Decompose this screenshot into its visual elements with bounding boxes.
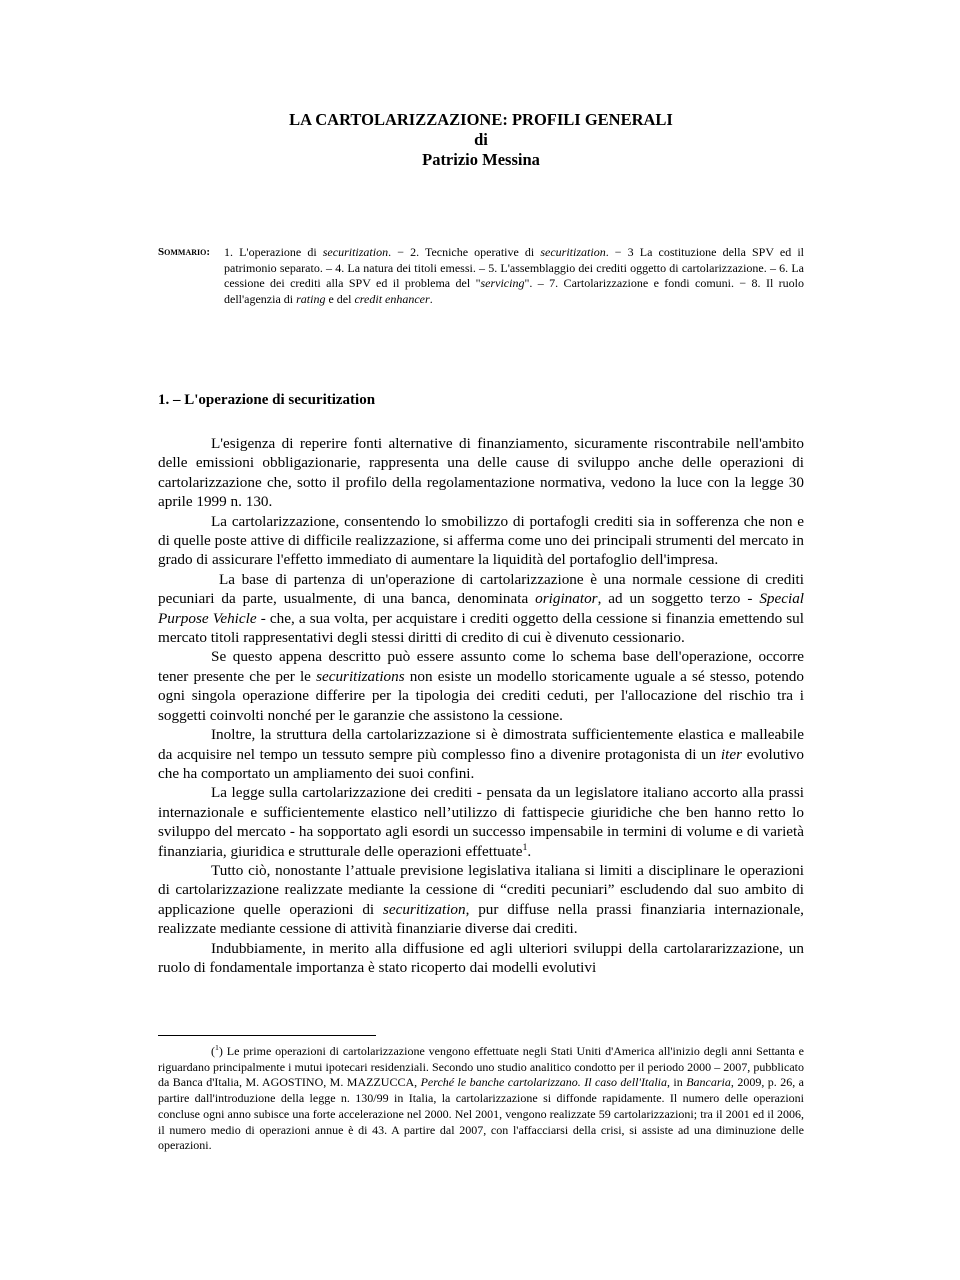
title-main: LA CARTOLARIZZAZIONE: PROFILI GENERALI [289, 110, 673, 129]
paragraph-4: Se questo appena descritto può essere assunto come lo schema base dell'operazione, occorre tener presente che per le securitizations non esiste un modello storicamente uguale a sé stesso, potendo ogni singola operazione differire per la tipologia dei crediti ceduti, per l'allocazione del rischio tra i soggetti coinvolti nonché per le garanzie che assistono la cessione. [158, 648, 804, 724]
footnote-ref[interactable]: 1 [522, 841, 528, 853]
summary-text: 1. L'operazione di securitization. − 2. Tecniche operative di securitization. − 3 La costituzione della SPV ed il patrimonio separato. – 4. La natura dei titoli emessi. – 5. L'assemblaggio dei crediti oggetto di cartolarizzazione. – 6. La cessione dei crediti alla SPV ed il problema del "servicing". – 7. Cartolarizzazione e fondi comuni. − 8. Il ruolo dell'agenzia di rating e del credit enhancer. [224, 245, 804, 306]
summary-label: Sommario: [158, 246, 210, 258]
summary-block [158, 245, 804, 307]
section-heading: 1. – L'operazione di securitization [158, 392, 376, 408]
title-di: di [474, 130, 488, 149]
paragraph-8: Indubbiamente, in merito alla diffusione ed agli ulteriori sviluppi della cartolararizzazione, un ruolo di fondamentale importanza è stato ricoperto dai modelli evolutivi [158, 939, 804, 976]
paragraph-6: La legge sulla cartolarizzazione dei crediti - pensata da un legislatore italiano accorto alla prassi internazionale e sufficientemente elastico nell’utilizzo di fattispecie giuridiche che ben hanno retto lo sviluppo del mercato - ha sopportato agli esordi un successo impensabile in termini di volume e di varietà finanziaria, giuridica e strutturale delle operazioni effettuate$^1$. [158, 784, 804, 860]
title-author: Patrizio Messina [422, 150, 540, 169]
document-title [158, 110, 804, 170]
footnote-divider [158, 1035, 376, 1036]
footnote-1: ($^1$) Le prime operazioni di cartolarizzazione vengono effettuate negli Stati Uniti d'America all'inizio degli anni Settanta e riguardano principalmente i mutui ipotecari residenziali. Secondo uno studio analitico condotto per il periodo 2000 – 2007, pubblicato da Banca d'Italia, M. AGOSTINO, M. MAZZUCCA, Perché le banche cartolarizzano. Il caso dell'Italia, in Bancaria, 2009, p. 26, a partire dall'introduzione della legge n. 130/99 in Italia, la cartolarizzazione si diffonde rapidamente. Il numero delle operazioni concluse ogni anno subisce una forte accelerazione nel 2000. Nel 2001, vengono realizzate 59 cartolarizzazioni; tra il 2001 ed il 2006, il numero medio di operazioni annue è di 43. A partire dal 2007, con l'affacciarsi della crisi, si assiste ad una diminuzione delle operazioni. [158, 1043, 804, 1153]
paragraph-3: La base di partenza di un'operazione di cartolarizzazione è una normale cessione di crediti pecuniari da parte, usualmente, di una banca, denominata originator, ad un soggetto terzo - Special Purpose Vehicle - che, a sua volta, per acquistare i crediti oggetto della cessione si finanzia emettendo sul mercato titoli rappresentativi degli stessi diritti di credito di cui è divenuto cessionario. [158, 570, 805, 647]
body-text [158, 434, 804, 977]
paragraph-7: Tutto ciò, nonostante l’attuale previsione legislativa italiana si limiti a disciplinare le operazioni di cartolarizzazione realizzate mediante la cessione di “crediti pecuniari” escludendo dal suo ambito di applicazione quelle operazioni di securitization, pur diffuse nella prassi finanziaria internazionale, realizzate mediante cessione di attività finanziarie diverse dai crediti. [158, 861, 804, 938]
paragraph-5: Inoltre, la struttura della cartolarizzazione si è dimostrata sufficientemente elastica e malleabile da acquisire nel tempo un tessuto sempre più complesso fino a divenire protagonista di un iter evolutivo che ha comportato un ampliamento dei suoi confini. [158, 726, 804, 782]
paragraph-1: L'esigenza di reperire fonti alternative di finanziamento, sicuramente riscontrabile nell'ambito delle emissioni obbligazionarie, rappresenta una delle cause di sviluppo anche delle operazioni di cartolarizzazione che, sotto il profilo della regolamentazione normativa, vedono la luce con la legge 30 aprile 1999 n. 130. [158, 435, 804, 511]
paragraph-2: La cartolarizzazione, consentendo lo smobilizzo di portafogli crediti sia in sofferenza che non e di quelle poste attive di difficile realizzazione, si afferma come uno dei principali strumenti del mercato in grado di assicurare l'effetto immediato di aumentare la liquidità del portafoglio dell'impresa. [158, 512, 804, 569]
